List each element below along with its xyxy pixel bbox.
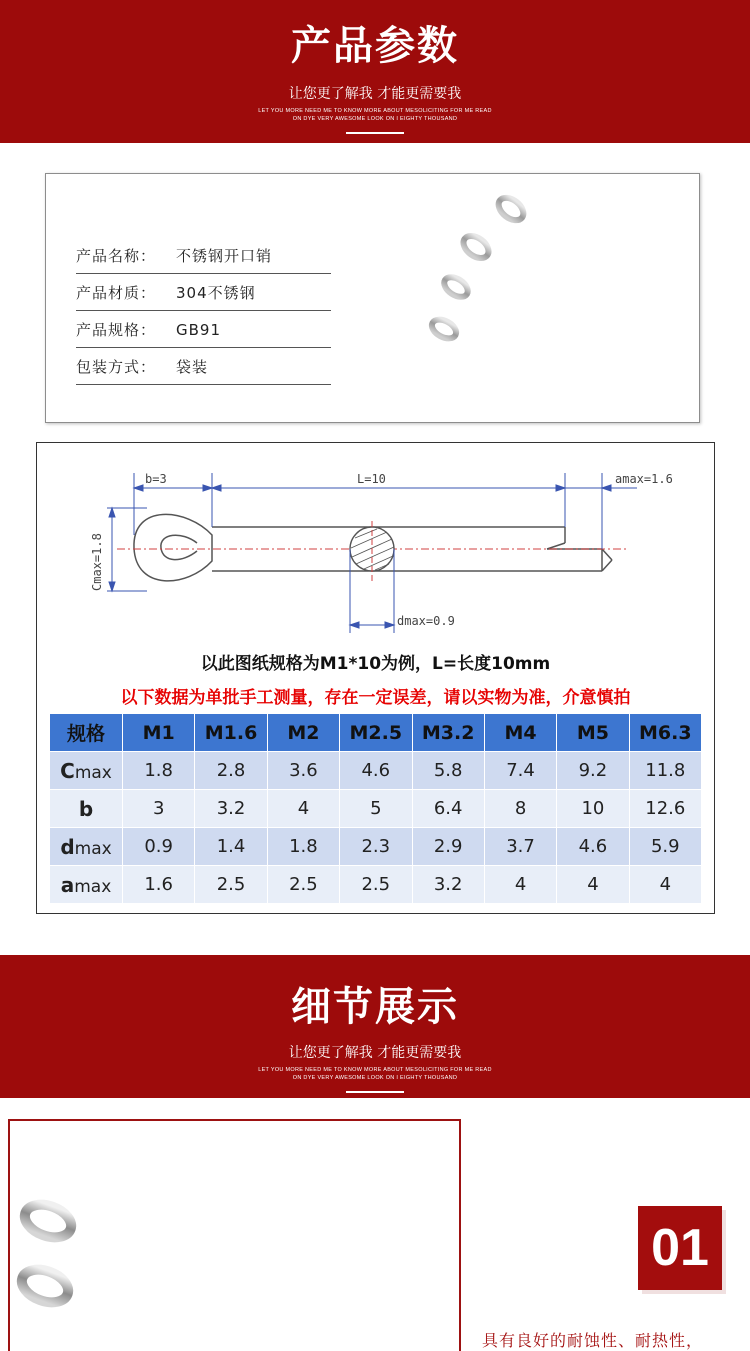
spec-col: M3.2: [412, 714, 484, 752]
row-label: [50, 790, 123, 828]
params-title: 产品参数: [291, 23, 459, 69]
table-cell: 1.8: [267, 828, 339, 866]
info-value: 不锈钢开口销: [176, 247, 273, 265]
table-cell: 10: [557, 790, 629, 828]
dim-b-label: b=3: [145, 472, 167, 486]
table-cell: 3: [123, 790, 195, 828]
table-cell: 4: [557, 866, 629, 904]
row-label-lead: d: [60, 834, 75, 859]
table-cell: 2.5: [340, 866, 412, 904]
table-cell: 1.8: [123, 752, 195, 790]
table-cell: 5.9: [629, 828, 701, 866]
example-note: 以此图纸规格为M1*10为例，L=长度10mm: [200, 654, 551, 674]
table-cell: 4.6: [340, 752, 412, 790]
details-subtitle: 让您更了解我 才能更需要我: [288, 1045, 462, 1061]
table-cell: 5.8: [412, 752, 484, 790]
info-value: GB91: [176, 321, 222, 339]
table-cell: 11.8: [629, 752, 701, 790]
row-label: [50, 866, 123, 904]
row-label-lead: a: [60, 872, 75, 897]
spec-header-row: [50, 714, 702, 752]
spec-table: [49, 713, 702, 904]
details-en-line2: ON DYE VERY AWESOME LOOK ON I EIGHTY THOUSAND: [292, 1075, 458, 1081]
info-row-spec: [76, 311, 331, 348]
table-cell: 4: [267, 790, 339, 828]
params-en-line2: ON DYE VERY AWESOME LOOK ON I EIGHTY THOUSAND: [292, 116, 458, 122]
info-label: 产品规格：: [76, 321, 157, 339]
spec-col: M4: [484, 714, 556, 752]
table-cell: 4: [629, 866, 701, 904]
info-label: 包装方式：: [76, 358, 157, 376]
table-cell: 0.9: [123, 828, 195, 866]
spec-col: M2: [267, 714, 339, 752]
params-en-line1: LET YOU MORE NEED ME TO KNOW MORE ABOUT MESOLICITING FOR ME READ: [258, 108, 492, 114]
table-row: [50, 752, 702, 790]
measurement-warning: 以下数据为单批手工测量，存在一定误差，请以实物为准，介意慎拍: [120, 688, 631, 708]
table-cell: 2.3: [340, 828, 412, 866]
spec-col: M5: [557, 714, 629, 752]
table-cell: 8: [484, 790, 556, 828]
spec-col: M1: [123, 714, 195, 752]
table-cell: 4: [484, 866, 556, 904]
table-cell: 2.5: [195, 866, 267, 904]
details-title: 细节展示: [291, 984, 459, 1030]
table-cell: 4.6: [557, 828, 629, 866]
table-cell: 3.7: [484, 828, 556, 866]
table-cell: 2.8: [195, 752, 267, 790]
spec-header-label: 规格: [50, 714, 123, 752]
detail-description: 具有良好的耐蚀性、耐热性，: [482, 1331, 704, 1350]
info-row-material: [76, 274, 331, 311]
table-cell: 3.2: [195, 790, 267, 828]
cotter-pin-technical-drawing: [37, 443, 714, 643]
table-cell: 7.4: [484, 752, 556, 790]
row-label: [50, 828, 123, 866]
spec-col: M6.3: [629, 714, 701, 752]
table-cell: 3.2: [412, 866, 484, 904]
row-label-rest: max: [74, 876, 112, 897]
cotter-pin-closeup-photo: [10, 1121, 459, 1351]
spec-col: M2.5: [340, 714, 412, 752]
product-info-box: [45, 173, 700, 423]
table-cell: 6.4: [412, 790, 484, 828]
cotter-pins-photo: [426, 179, 686, 419]
table-row: [50, 866, 702, 904]
table-cell: 1.4: [195, 828, 267, 866]
details-en-line1: LET YOU MORE NEED ME TO KNOW MORE ABOUT MESOLICITING FOR ME READ: [258, 1067, 492, 1073]
detail-number-badge: 01: [638, 1206, 722, 1290]
row-label-lead: b: [78, 796, 94, 821]
table-cell: 2.5: [267, 866, 339, 904]
params-en-text: [0, 107, 750, 123]
info-value: 袋装: [176, 358, 209, 376]
table-cell: 2.9: [412, 828, 484, 866]
dimension-drawing-box: [36, 442, 715, 914]
row-label: [50, 752, 123, 790]
dim-amax-label: amax=1.6: [615, 472, 673, 486]
detail-photo-frame: [8, 1119, 461, 1351]
table-cell: 12.6: [629, 790, 701, 828]
info-value: 304不锈钢: [176, 284, 256, 302]
details-banner: [0, 955, 750, 1098]
info-row-name: [76, 237, 331, 274]
row-label-lead: C: [60, 758, 75, 783]
details-divider: [346, 1091, 404, 1093]
table-cell: 1.6: [123, 866, 195, 904]
row-label-rest: max: [74, 838, 112, 859]
table-row: [50, 828, 702, 866]
table-cell: 3.6: [267, 752, 339, 790]
spec-col: M1.6: [195, 714, 267, 752]
details-en-text: [0, 1066, 750, 1082]
dim-L-label: L=10: [357, 472, 386, 486]
table-row: [50, 790, 702, 828]
info-label: 产品名称：: [76, 247, 157, 265]
params-subtitle: 让您更了解我 才能更需要我: [288, 86, 462, 102]
params-divider: [346, 132, 404, 134]
row-label-rest: max: [74, 762, 112, 783]
info-row-packaging: [76, 348, 331, 385]
dim-dmax-label: dmax=0.9: [397, 614, 455, 628]
params-banner: [0, 0, 750, 143]
dim-cmax-label: Cmax=1.8: [90, 533, 104, 591]
info-label: 产品材质：: [76, 284, 157, 302]
table-cell: 9.2: [557, 752, 629, 790]
table-cell: 5: [340, 790, 412, 828]
